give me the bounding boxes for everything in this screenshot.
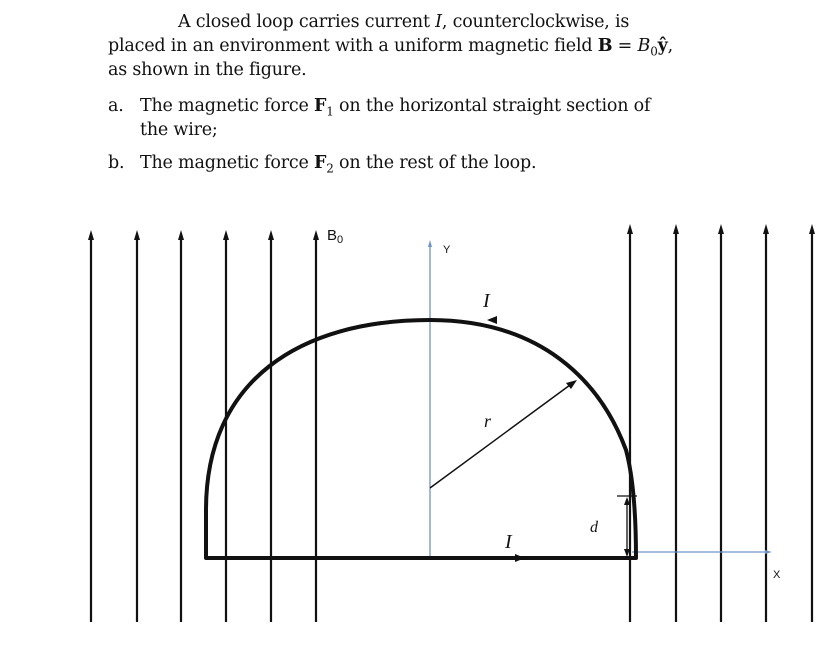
field-arrowhead [809,224,815,234]
field-magnitude-symbol: B [637,36,651,56]
field-arrowhead [268,230,274,240]
current-label-bottom: I [505,531,512,553]
item-b-force-symbol: F [314,153,327,173]
x-axis-arrowhead [765,550,772,554]
y-axis-arrowhead [428,240,432,247]
radius-indicator [430,380,577,488]
field-arrowhead [134,230,140,240]
item-b-force-subscript: 2 [326,161,334,176]
field-arrowhead [178,230,184,240]
item-a-force-symbol: F [314,96,327,116]
field-arrowhead [223,230,229,240]
current-arrow-top [487,316,497,324]
item-b-marker: b. [108,153,125,173]
field-magnitude-subscript: 0 [650,44,658,59]
gap-label: d [590,519,598,536]
field-arrowhead [718,224,724,234]
intro-text-2: , counterclockwise, is placed in an environment with a uniform magnetic field [108,12,630,56]
field-unit-vector: ŷ [657,36,668,56]
y-axis [428,240,451,558]
intro-current-var: I [435,12,442,32]
field-arrowhead [673,224,679,234]
field-arrowhead [88,230,94,240]
intro-text-1: A closed loop carries current [178,12,436,32]
current-arrow-bottom [515,554,525,562]
item-a-marker: a. [108,96,124,116]
item-b-text-before: The magnetic force [140,153,315,173]
y-axis-label: Y [443,244,451,256]
intro-text-end: , as shown in the figure. [108,36,673,80]
current-label-top: I [483,290,490,312]
x-axis [632,550,781,581]
field-vector-symbol: B [597,36,613,56]
field-arrowhead [313,230,319,240]
item-a-text-before: The magnetic force [140,96,315,116]
radius-label: r [484,411,492,431]
x-axis-label: X [773,569,781,581]
field-lines [88,224,815,622]
field-arrowhead [627,224,633,234]
item-a-force-subscript: 1 [326,104,334,119]
item-b-text-after: on the rest of the loop. [333,153,537,173]
field-label: $B_0$ [327,227,344,246]
field-equals: = [612,36,638,56]
field-arrowhead [763,224,769,234]
item-a-text-after: on the horizontal straight section of the wire; [140,96,651,140]
